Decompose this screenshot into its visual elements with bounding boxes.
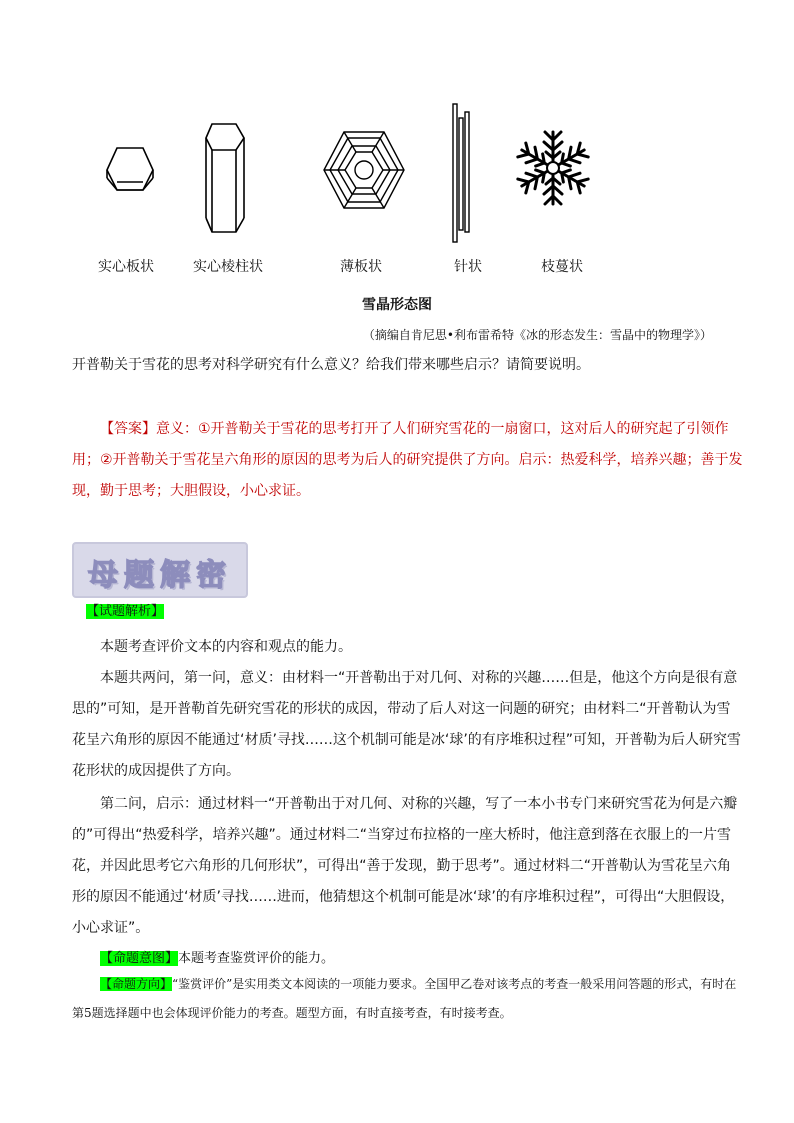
analysis-paragraph-2: 本题共两问，第一问，意义：由材料一“开普勒出于对几何、对称的兴趣……但是，他这个方向是很有意思的”可知，是开普勒首先研究雪花的形状的成因，带动了后人对这一问题的研究；由材料二“开普勒认为雪花呈六角形的原因不能通过‘材质’寻找……这个机制可能是冰‘球’的有序堆积过程”可知，开普勒为后人研究雪花形状的成因提供了方向。 [72,670,742,779]
intent-text: 本题考查鉴赏评价的能力。 [178,951,335,966]
analysis-tag-line [86,600,164,619]
question-text: 开普勒关于雪花的思考对科学研究有什么意义？给我们带来哪些启示？请简要说明。 [72,357,590,373]
analysis-paragraph-3: 第二问，启示：通过材料一“开普勒出于对几何、对称的兴趣，写了一本小书专门来研究雪花为何是六瓣的”可得出“热爱科学，培养兴趣”。通过材料二“当穿过布拉格的一座大桥时，他注意到落在衣服上的一片雪花，并因此思考它六角形的几何形状”，可得出“善于发现，勤于思考”。通过材料二“开普勒认为雪花呈六角形的原因不能通过‘材质’寻找……进而，他猜想这个机制可能是冰‘球’的有序堆积过程”，可得出“大胆假设，小心求证”。 [72,796,738,936]
dendrite-icon [517,132,588,204]
direction-text: “鉴赏评价”是实用类文本阅读的一项能力要求。全国甲乙卷对该考点的考查一般采用问答题的形式，有时在第5题选择题中也会体现评价能力的考查。题型方面，有时直接考查，有时接考查。 [72,977,737,1020]
analysis-paragraph-1: 本题考查评价文本的内容和观点的能力。 [100,639,352,655]
snow-crystal-figure [0,0,794,250]
hexagonal-column-icon [206,124,244,232]
label-dendrite: 枝蔓状 [541,259,583,275]
intent-tag: 【命题意图】 [100,951,179,966]
answer-block [72,414,744,507]
needle-icon [453,104,469,242]
answer-text: 意义：①开普勒关于雪花的思考打开了人们研究雪花的一扇窗口，这对后人的研究起了引领作用；②开普勒关于雪花呈六角形的原因的思考为后人的研究提供了方向。启示：热爱科学，培养兴趣；善于发现，勤于思考；大胆假设，小心求证。 [72,421,743,499]
label-needle: 针状 [454,259,482,275]
hexagonal-plate-icon [107,148,153,190]
banner-title: 母题解密 [88,558,232,593]
figure-title: 雪晶形态图 [362,297,432,313]
figure-source: （摘编自肯尼思•利布雷希特《冰的形态发生：雪晶中的物理学》） [362,328,712,342]
direction-tag: 【命题方向】 [100,977,173,991]
label-thin-plate: 薄板状 [340,259,382,275]
analysis-tag: 【试题解析】 [86,604,165,619]
direction-block [72,970,744,1028]
answer-tag: 【答案】 [100,421,156,437]
label-solid-column: 实心棱柱状 [193,259,263,275]
thin-plate-icon [324,132,404,208]
section-banner [72,542,248,598]
label-solid-plate: 实心板状 [98,259,154,275]
